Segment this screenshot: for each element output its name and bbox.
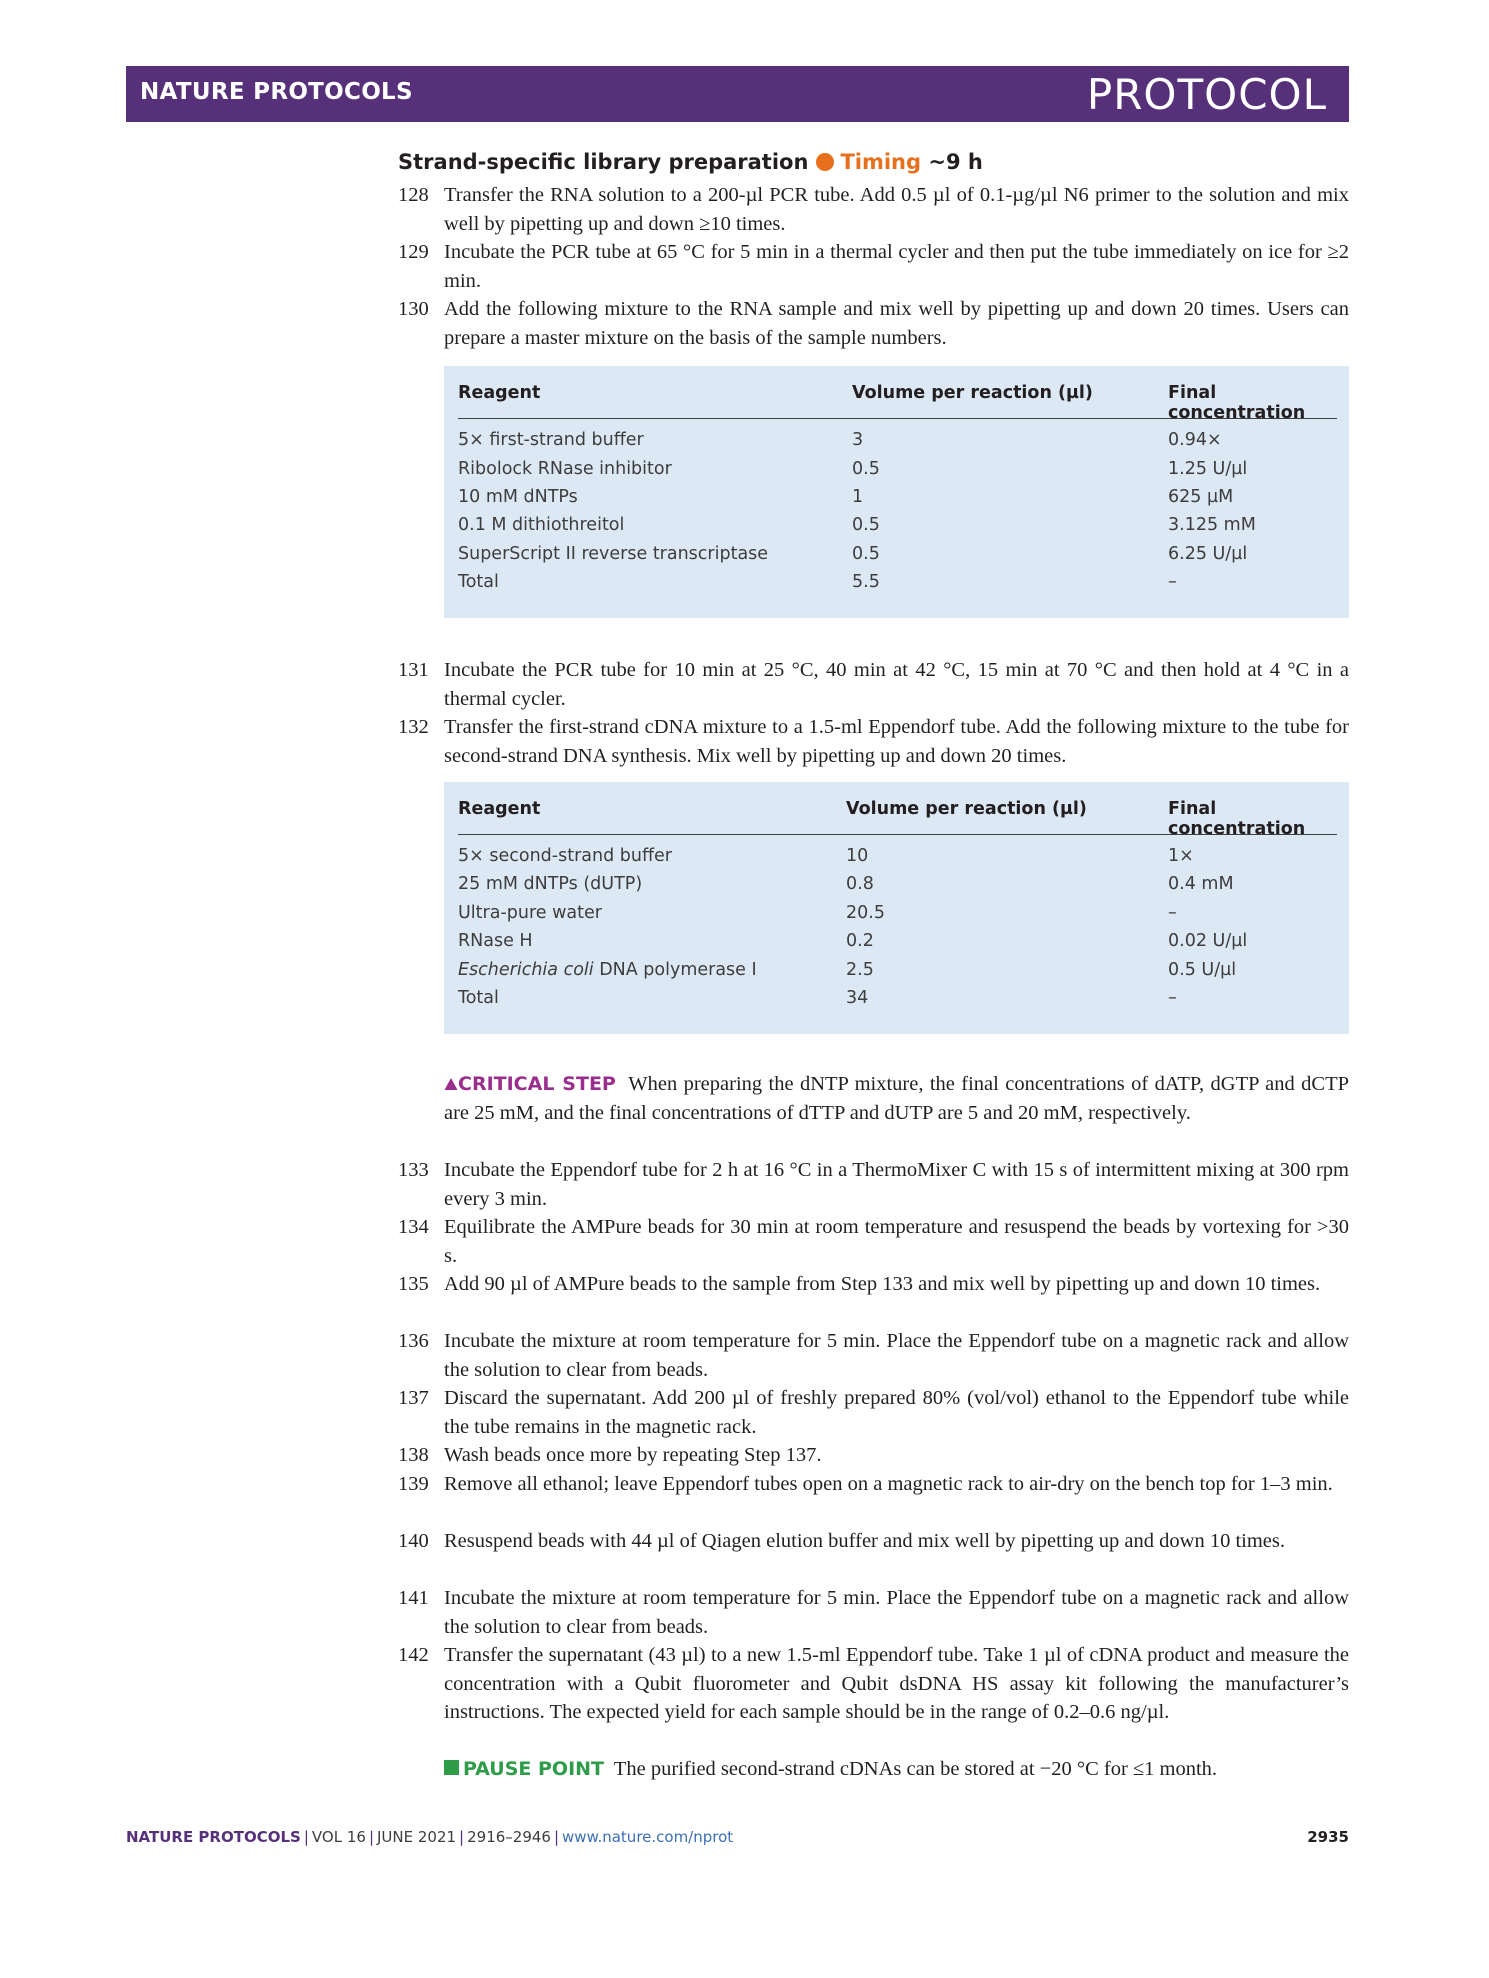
table-cell: 3.125 mM bbox=[1168, 515, 1256, 535]
table-first-strand bbox=[444, 366, 1349, 618]
page-number: 2935 bbox=[1307, 1828, 1349, 1846]
step-138 bbox=[398, 1441, 1349, 1470]
table-header-rule bbox=[458, 834, 1337, 835]
step-128 bbox=[398, 181, 1349, 238]
step-number: 132 bbox=[398, 716, 429, 738]
header-bar bbox=[126, 66, 1349, 122]
footer-url-link[interactable]: www.nature.com/nprot bbox=[562, 1828, 734, 1846]
table-cell: Total bbox=[458, 572, 499, 592]
table-cell: 5× first-strand buffer bbox=[458, 430, 644, 450]
table-cell: 3 bbox=[852, 430, 864, 450]
critical-step-label bbox=[444, 1073, 616, 1095]
table-cell: Ultra-pure water bbox=[458, 903, 602, 923]
step-text: Transfer the RNA solution to a 200-µl PCR tube. Add 0.5 µl of 0.1-µg/µl N6 primer to the solution and mix well by pipetting up and down ≥10 times. bbox=[444, 184, 1349, 235]
step-137 bbox=[398, 1384, 1349, 1441]
step-132 bbox=[398, 713, 1349, 770]
table-cell: 0.5 bbox=[852, 544, 880, 564]
step-number: 134 bbox=[398, 1216, 429, 1238]
step-text: Transfer the supernatant (43 µl) to a new 1.5-ml Eppendorf tube. Take 1 µl of cDNA product and measure the concentration with a Qubit fluorometer and Qubit dsDNA HS assay kit following the manufacturer’s instructions. The expected yield for each sample should be in the range of 0.2–0.6 ng/µl. bbox=[444, 1644, 1349, 1723]
table-cell: 0.02 U/µl bbox=[1168, 931, 1248, 951]
pause-point-label bbox=[444, 1758, 604, 1780]
table-cell: 20.5 bbox=[846, 903, 885, 923]
pause-point-label-text: PAUSE POINT bbox=[463, 1758, 605, 1780]
table-cell: 25 mM dNTPs (dUTP) bbox=[458, 874, 643, 894]
step-text: Add 90 µl of AMPure beads to the sample from Step 133 and mix well by pipetting up and down 10 times. bbox=[444, 1273, 1321, 1295]
step-number: 129 bbox=[398, 241, 429, 263]
table-cell: Total bbox=[458, 988, 499, 1008]
table-cell: 625 µM bbox=[1168, 487, 1234, 507]
pause-square-icon bbox=[444, 1760, 459, 1775]
table-cell: 0.94× bbox=[1168, 430, 1222, 450]
step-text: Incubate the PCR tube for 10 min at 25 °C, 40 min at 42 °C, 15 min at 70 °C and then hold at 4 °C in a thermal cycler. bbox=[444, 659, 1349, 710]
step-number: 142 bbox=[398, 1644, 429, 1666]
table-cell: 6.25 U/µl bbox=[1168, 544, 1248, 564]
table-header-reagent: Reagent bbox=[458, 799, 541, 819]
table-cell: – bbox=[1168, 988, 1177, 1008]
step-number: 136 bbox=[398, 1330, 429, 1352]
step-140 bbox=[398, 1527, 1349, 1556]
table-header-volume: Volume per reaction (µl) bbox=[846, 799, 1087, 819]
step-text: Incubate the PCR tube at 65 °C for 5 min in a thermal cycler and then put the tube immediately on ice for ≥2 min. bbox=[444, 241, 1349, 292]
step-139 bbox=[398, 1470, 1349, 1499]
footer-separator: | bbox=[368, 1828, 374, 1846]
step-number: 128 bbox=[398, 184, 429, 206]
step-number: 141 bbox=[398, 1587, 429, 1609]
footer-separator: | bbox=[303, 1828, 309, 1846]
table-cell: 1 bbox=[852, 487, 864, 507]
footer-separator: | bbox=[459, 1828, 465, 1846]
table-cell: – bbox=[1168, 572, 1177, 592]
critical-step-label-text: CRITICAL STEP bbox=[458, 1073, 616, 1095]
ecoli-enzyme-name: DNA polymerase I bbox=[593, 960, 757, 980]
step-text: Remove all ethanol; leave Eppendorf tubes open on a magnetic rack to air-dry on the bench top for 1–3 min. bbox=[444, 1473, 1333, 1495]
step-number: 133 bbox=[398, 1159, 429, 1181]
doc-type-label: PROTOCOL bbox=[1086, 70, 1327, 119]
table-cell: 0.1 M dithiothreitol bbox=[458, 515, 625, 535]
table-cell-ecoli bbox=[458, 960, 757, 980]
table-header-concentration: Final concentration bbox=[1168, 799, 1306, 839]
table-cell: 10 mM dNTPs bbox=[458, 487, 578, 507]
step-number: 131 bbox=[398, 659, 429, 681]
step-number: 138 bbox=[398, 1444, 429, 1466]
footer-journal: NATURE PROTOCOLS bbox=[126, 1828, 301, 1846]
critical-step-note bbox=[398, 1070, 1349, 1127]
footer-separator: | bbox=[553, 1828, 560, 1846]
table-cell: 0.5 bbox=[852, 459, 880, 479]
step-133 bbox=[398, 1156, 1349, 1213]
table-header-rule bbox=[458, 418, 1337, 419]
footer-citation bbox=[126, 1828, 733, 1846]
step-142 bbox=[398, 1641, 1349, 1727]
step-text: Incubate the mixture at room temperature for 5 min. Place the Eppendorf tube on a magnetic rack and allow the solution to clear from beads. bbox=[444, 1330, 1349, 1381]
table-cell: 1× bbox=[1168, 846, 1194, 866]
table-cell: 5.5 bbox=[852, 572, 880, 592]
table-cell: 0.2 bbox=[846, 931, 874, 951]
step-number: 135 bbox=[398, 1273, 429, 1295]
footer-volume: VOL 16 bbox=[311, 1828, 366, 1846]
timing-value: ~9 h bbox=[928, 150, 983, 174]
table-header-volume: Volume per reaction (µl) bbox=[852, 383, 1093, 403]
table-cell: 0.5 U/µl bbox=[1168, 960, 1237, 980]
step-136 bbox=[398, 1327, 1349, 1384]
step-130 bbox=[398, 295, 1349, 352]
table-cell: 0.8 bbox=[846, 874, 874, 894]
timing-dot-icon bbox=[816, 153, 834, 171]
step-text: Discard the supernatant. Add 200 µl of freshly prepared 80% (vol/vol) ethanol to the Eppendorf tube while the tube remains in the magnetic rack. bbox=[444, 1387, 1349, 1438]
step-134 bbox=[398, 1213, 1349, 1270]
step-text: Equilibrate the AMPure beads for 30 min at room temperature and resuspend the beads by vortexing for >30 s. bbox=[444, 1216, 1349, 1267]
step-text: Add the following mixture to the RNA sample and mix well by pipetting up and down 20 times. Users can prepare a master mixture on the basis of the sample numbers. bbox=[444, 298, 1349, 349]
section-title: Strand-specific library preparation bbox=[398, 150, 809, 174]
critical-step-text: When preparing the dNTP mixture, the final concentrations of dATP, dGTP and dCTP are 25 mM, and the final concentrations of dTTP and dUTP are 5 and 20 mM, respectively. bbox=[444, 1073, 1349, 1124]
step-text: Incubate the Eppendorf tube for 2 h at 16 °C in a ThermoMixer C with 15 s of intermittent mixing at 300 rpm every 3 min. bbox=[444, 1159, 1349, 1210]
step-text: Wash beads once more by repeating Step 137. bbox=[444, 1444, 822, 1466]
step-number: 137 bbox=[398, 1387, 429, 1409]
ecoli-species-name: Escherichia coli bbox=[458, 960, 594, 980]
step-number: 139 bbox=[398, 1473, 429, 1495]
footer-pages: 2916–2946 bbox=[467, 1828, 551, 1846]
step-text: Incubate the mixture at room temperature for 5 min. Place the Eppendorf tube on a magnetic rack and allow the solution to clear from beads. bbox=[444, 1587, 1349, 1638]
table-cell: RNase H bbox=[458, 931, 533, 951]
pause-point-note bbox=[398, 1755, 1349, 1784]
pause-point-text: The purified second-strand cDNAs can be stored at −20 °C for ≤1 month. bbox=[613, 1758, 1218, 1780]
step-text: Transfer the first-strand cDNA mixture to a 1.5-ml Eppendorf tube. Add the following mixture to the tube for second-strand DNA synthesis. Mix well by pipetting up and down 20 times. bbox=[444, 716, 1349, 767]
table-cell: 0.4 mM bbox=[1168, 874, 1234, 894]
warning-triangle-icon bbox=[444, 1077, 458, 1091]
table-cell: 5× second-strand buffer bbox=[458, 846, 672, 866]
table-cell: – bbox=[1168, 903, 1177, 923]
table-cell: 0.5 bbox=[852, 515, 880, 535]
table-second-strand bbox=[444, 782, 1349, 1034]
table-cell: Ribolock RNase inhibitor bbox=[458, 459, 672, 479]
step-129 bbox=[398, 238, 1349, 295]
step-text: Resuspend beads with 44 µl of Qiagen elution buffer and mix well by pipetting up and down 10 times. bbox=[444, 1530, 1285, 1552]
table-cell: 1.25 U/µl bbox=[1168, 459, 1248, 479]
table-cell: 34 bbox=[846, 988, 869, 1008]
journal-name: NATURE PROTOCOLS bbox=[140, 79, 413, 105]
timing-label: Timing bbox=[840, 150, 922, 174]
table-header-reagent: Reagent bbox=[458, 383, 541, 403]
step-number: 130 bbox=[398, 298, 429, 320]
step-131 bbox=[398, 656, 1349, 713]
table-cell: 10 bbox=[846, 846, 869, 866]
table-cell: SuperScript II reverse transcriptase bbox=[458, 544, 769, 564]
step-number: 140 bbox=[398, 1530, 429, 1552]
table-cell: 2.5 bbox=[846, 960, 874, 980]
step-135 bbox=[398, 1270, 1349, 1299]
footer-date: JUNE 2021 bbox=[377, 1828, 457, 1846]
section-heading bbox=[398, 150, 983, 174]
table-header-concentration: Final concentration bbox=[1168, 383, 1306, 423]
step-141 bbox=[398, 1584, 1349, 1641]
